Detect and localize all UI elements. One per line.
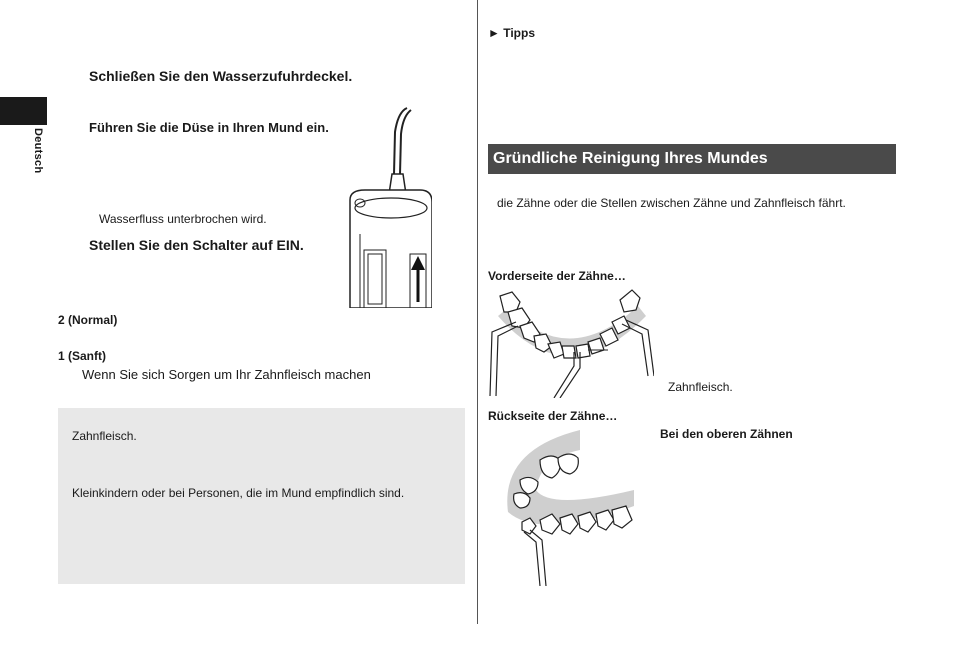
step-switch-on: Stellen Sie den Schalter auf EIN. bbox=[89, 237, 304, 253]
front-teeth-note: Zahnfleisch. bbox=[668, 380, 733, 394]
step-close-cover: Schließen Sie den Wasserzufuhrdeckel. bbox=[89, 68, 353, 84]
water-flosser-illustration bbox=[340, 104, 432, 308]
upper-teeth-heading: Bei den oberen Zähnen bbox=[660, 427, 793, 441]
note-box-line-1: Zahnfleisch. bbox=[72, 429, 137, 443]
mode-soft-description: Wenn Sie sich Sorgen um Ihr Zahnfleisch machen bbox=[82, 367, 371, 382]
step-insert-nozzle: Führen Sie die Düse in Ihren Mund ein. bbox=[89, 120, 329, 135]
back-teeth-heading: Rückseite der Zähne… bbox=[488, 409, 618, 423]
mode-normal: 2 (Normal) bbox=[58, 313, 118, 327]
front-teeth-illustration bbox=[488, 286, 654, 398]
mode-soft: 1 (Sanft) bbox=[58, 349, 106, 363]
front-teeth-heading: Vorderseite der Zähne… bbox=[488, 269, 626, 283]
column-divider bbox=[477, 0, 478, 624]
language-tab-marker bbox=[0, 97, 47, 125]
water-flow-note: Wasserfluss unterbrochen wird. bbox=[99, 212, 267, 226]
language-label: Deutsch bbox=[32, 128, 44, 174]
back-teeth-illustration bbox=[500, 430, 640, 586]
tips-heading: ► Tipps bbox=[488, 26, 535, 40]
section-intro: die Zähne oder die Stellen zwischen Zähne und Zahnfleisch fährt. bbox=[497, 196, 846, 210]
note-box-line-2: Kleinkindern oder bei Personen, die im Mund empfindlich sind. bbox=[72, 486, 405, 500]
section-title: Gründliche Reinigung Ihres Mundes bbox=[488, 144, 896, 174]
